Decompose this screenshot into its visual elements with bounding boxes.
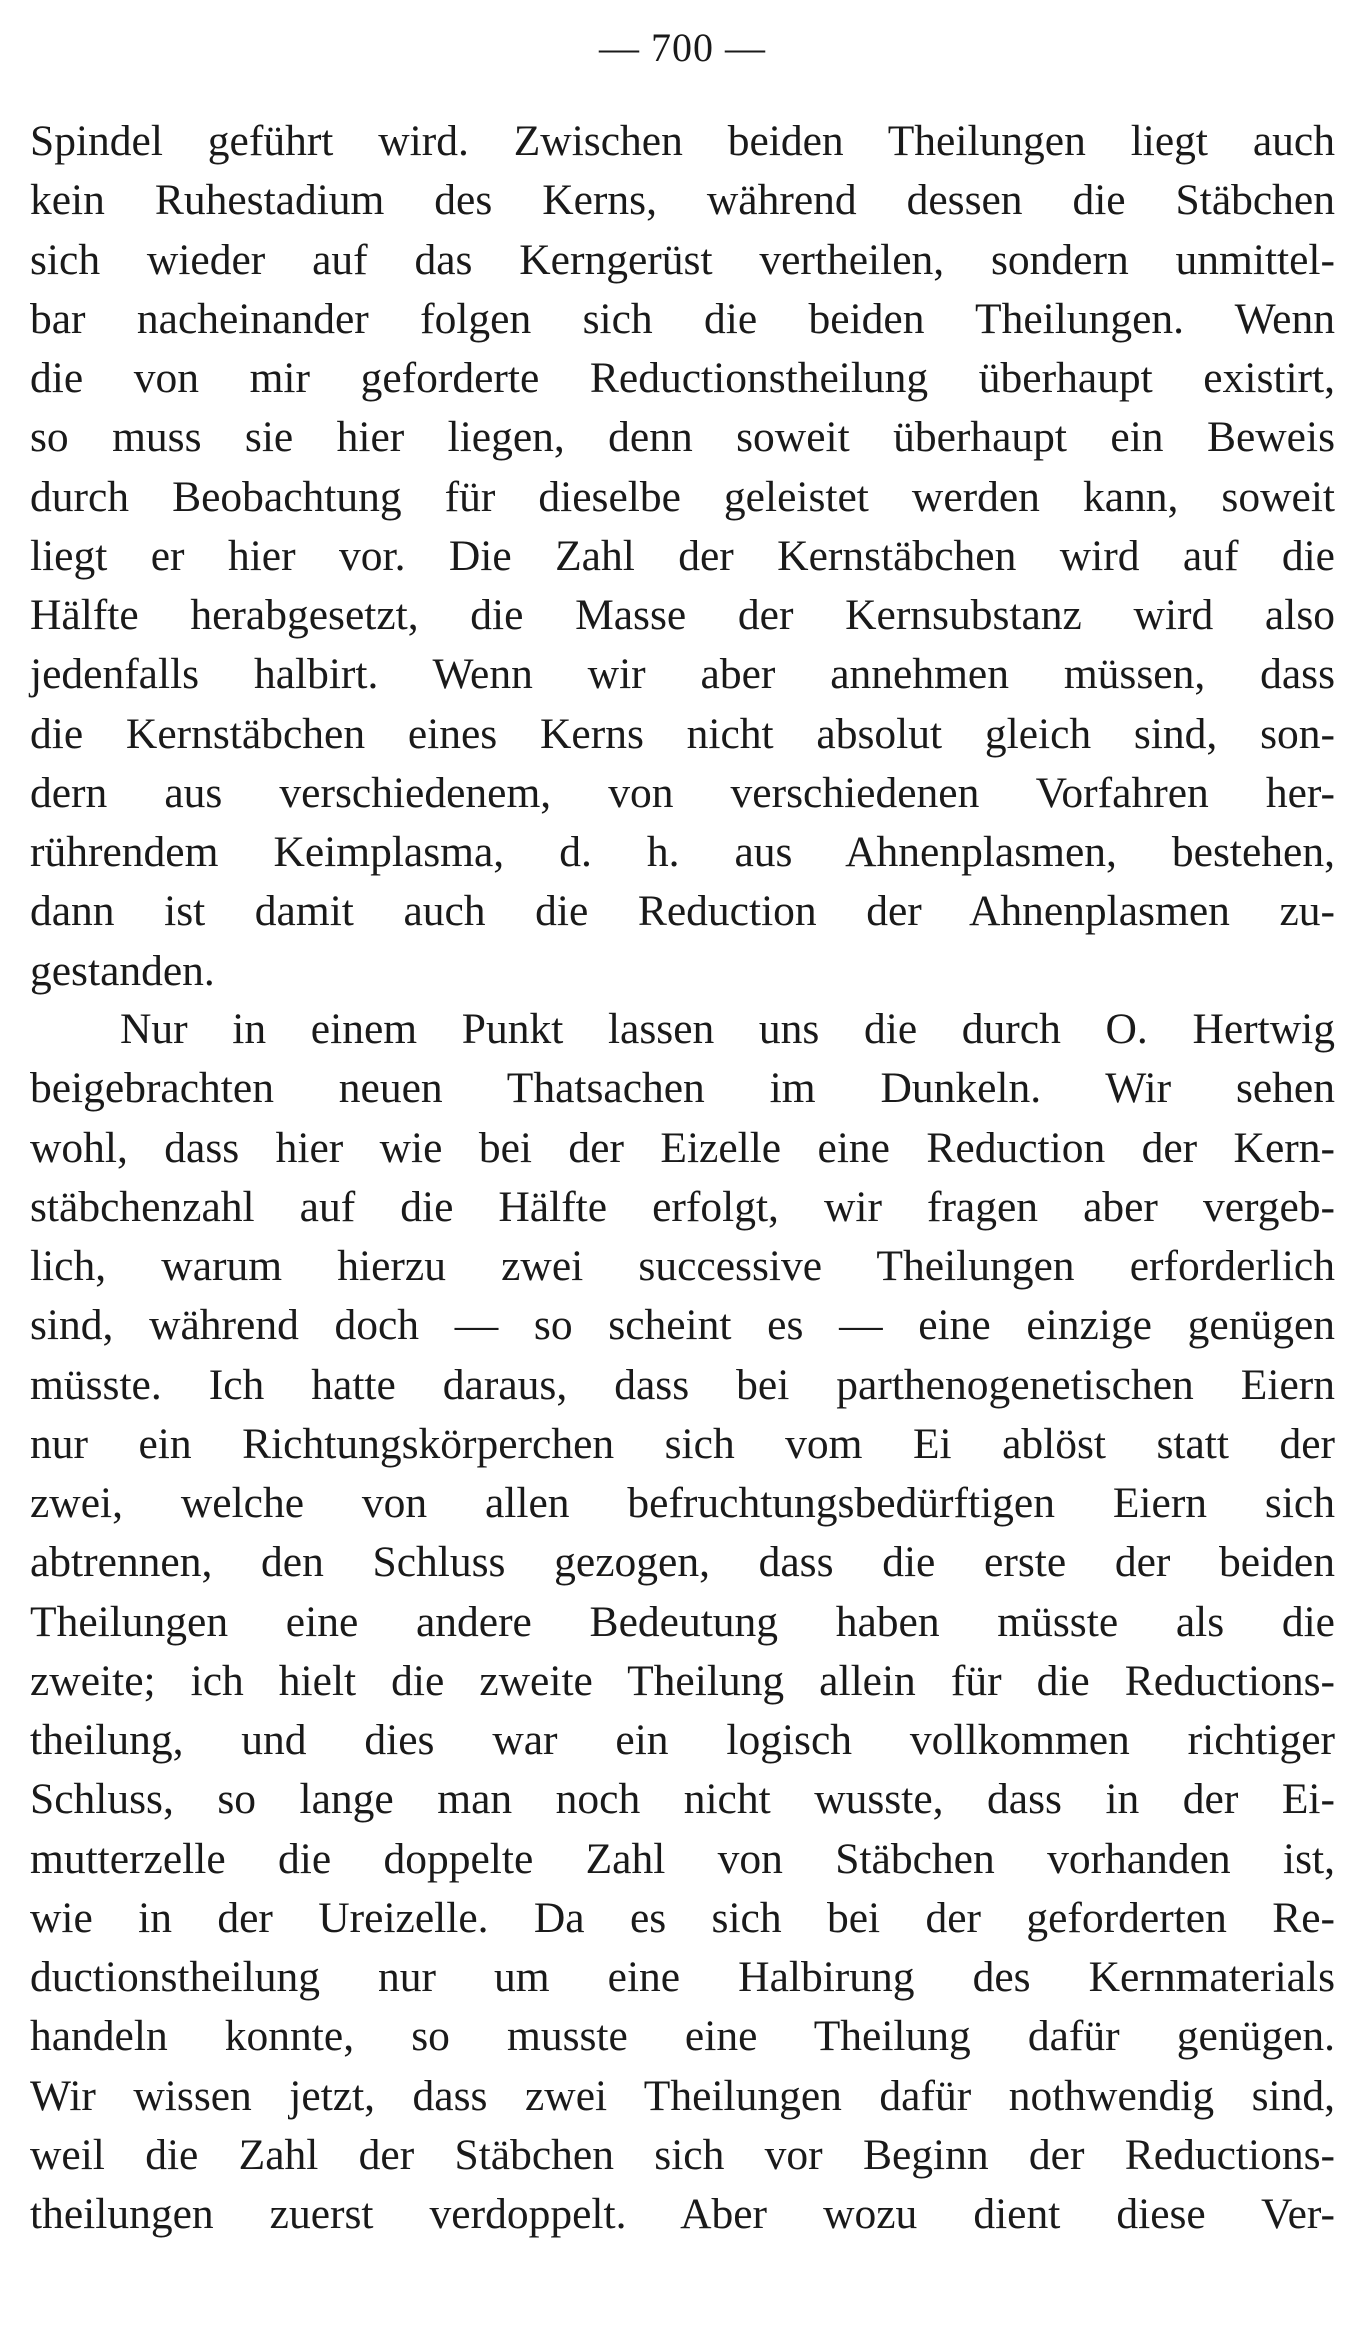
text-line: ductionstheilung nur um eine Halbirung des Kernmaterials bbox=[30, 1953, 1335, 2001]
text-line: die Kernstäbchen eines Kerns nicht absolut gleich sind, son- bbox=[30, 709, 1335, 758]
paragraph-1 bbox=[30, 112, 1335, 1001]
text-line: Schluss, so lange man noch nicht wusste, dass in der Ei- bbox=[30, 1775, 1335, 1824]
text-line: die von mir geforderte Reductionstheilung überhaupt existirt, bbox=[30, 354, 1335, 402]
text-line: Theilungen eine andere Bedeutung haben müsste als die bbox=[30, 1597, 1335, 1646]
text-line: so muss sie hier liegen, denn soweit überhaupt ein Beweis bbox=[30, 413, 1335, 462]
text-line: müsste. Ich hatte daraus, dass bei parthenogenetischen Eiern bbox=[30, 1360, 1335, 1409]
text-line: nur ein Richtungskörperchen sich vom Ei ablöst statt der bbox=[30, 1419, 1335, 1468]
paragraph-2 bbox=[30, 1000, 1335, 2244]
text-line: kein Ruhestadium des Kerns, während dessen die Stäbchen bbox=[30, 176, 1335, 225]
text-line: beigebrachten neuen Thatsachen im Dunkeln. Wir sehen bbox=[30, 1064, 1335, 1113]
text-line: dann ist damit auch die Reduction der Ahnenplasmen zu- bbox=[30, 887, 1335, 936]
text-line: zwei, welche von allen befruchtungsbedürftigen Eiern sich bbox=[30, 1479, 1335, 1527]
text-line: theilung, und dies war ein logisch vollkommen richtiger bbox=[30, 1716, 1335, 1764]
text-line: bar nacheinander folgen sich die beiden Theilungen. Wenn bbox=[30, 294, 1335, 343]
text-line: Spindel geführt wird. Zwischen beiden Theilungen liegt auch bbox=[30, 117, 1335, 165]
text-line: wohl, dass hier wie bei der Eizelle eine Reduction der Kern- bbox=[30, 1123, 1335, 1172]
text-line: sind, während doch — so scheint es — eine einzige genügen bbox=[30, 1301, 1335, 1350]
text-line: durch Beobachtung für dieselbe geleistet werden kann, soweit bbox=[30, 472, 1335, 521]
text-line: handeln konnte, so musste eine Theilung dafür genügen. bbox=[30, 2012, 1335, 2061]
text-line: gestanden. bbox=[30, 946, 215, 995]
text-line: zweite; ich hielt die zweite Theilung allein für die Reductions- bbox=[30, 1656, 1335, 1705]
text-line: theilungen zuerst verdoppelt. Aber wozu dient diese Ver- bbox=[30, 2190, 1335, 2238]
text-line: abtrennen, den Schluss gezogen, dass die erste der beiden bbox=[30, 1538, 1335, 1587]
text-line: wie in der Ureizelle. Da es sich bei der geforderten Re- bbox=[30, 1893, 1335, 1942]
text-line: Wir wissen jetzt, dass zwei Theilungen dafür nothwendig sind, bbox=[30, 2071, 1335, 2120]
book-page bbox=[30, 0, 1335, 2344]
text-line: stäbchenzahl auf die Hälfte erfolgt, wir fragen aber vergeb- bbox=[30, 1182, 1335, 1231]
text-line: sich wieder auf das Kerngerüst vertheilen, sondern unmittel- bbox=[30, 235, 1335, 284]
text-line: liegt er hier vor. Die Zahl der Kernstäbchen wird auf die bbox=[30, 531, 1335, 580]
text-line: rührendem Keimplasma, d. h. aus Ahnenplasmen, bestehen, bbox=[30, 828, 1335, 876]
text-line: weil die Zahl der Stäbchen sich vor Beginn der Reductions- bbox=[30, 2130, 1335, 2179]
text-line: jedenfalls halbirt. Wenn wir aber annehmen müssen, dass bbox=[30, 650, 1335, 699]
text-line: Hälfte herabgesetzt, die Masse der Kernsubstanz wird also bbox=[30, 591, 1335, 639]
text-line: lich, warum hierzu zwei successive Theilungen erforderlich bbox=[30, 1242, 1335, 1290]
text-line: Nur in einem Punkt lassen uns die durch O. Hertwig bbox=[120, 1005, 1335, 1053]
page-number: — 700 — bbox=[599, 25, 766, 70]
text-line: dern aus verschiedenem, von verschiedenen Vorfahren her- bbox=[30, 768, 1335, 817]
text-line: mutterzelle die doppelte Zahl von Stäbchen vorhanden ist, bbox=[30, 1834, 1335, 1883]
